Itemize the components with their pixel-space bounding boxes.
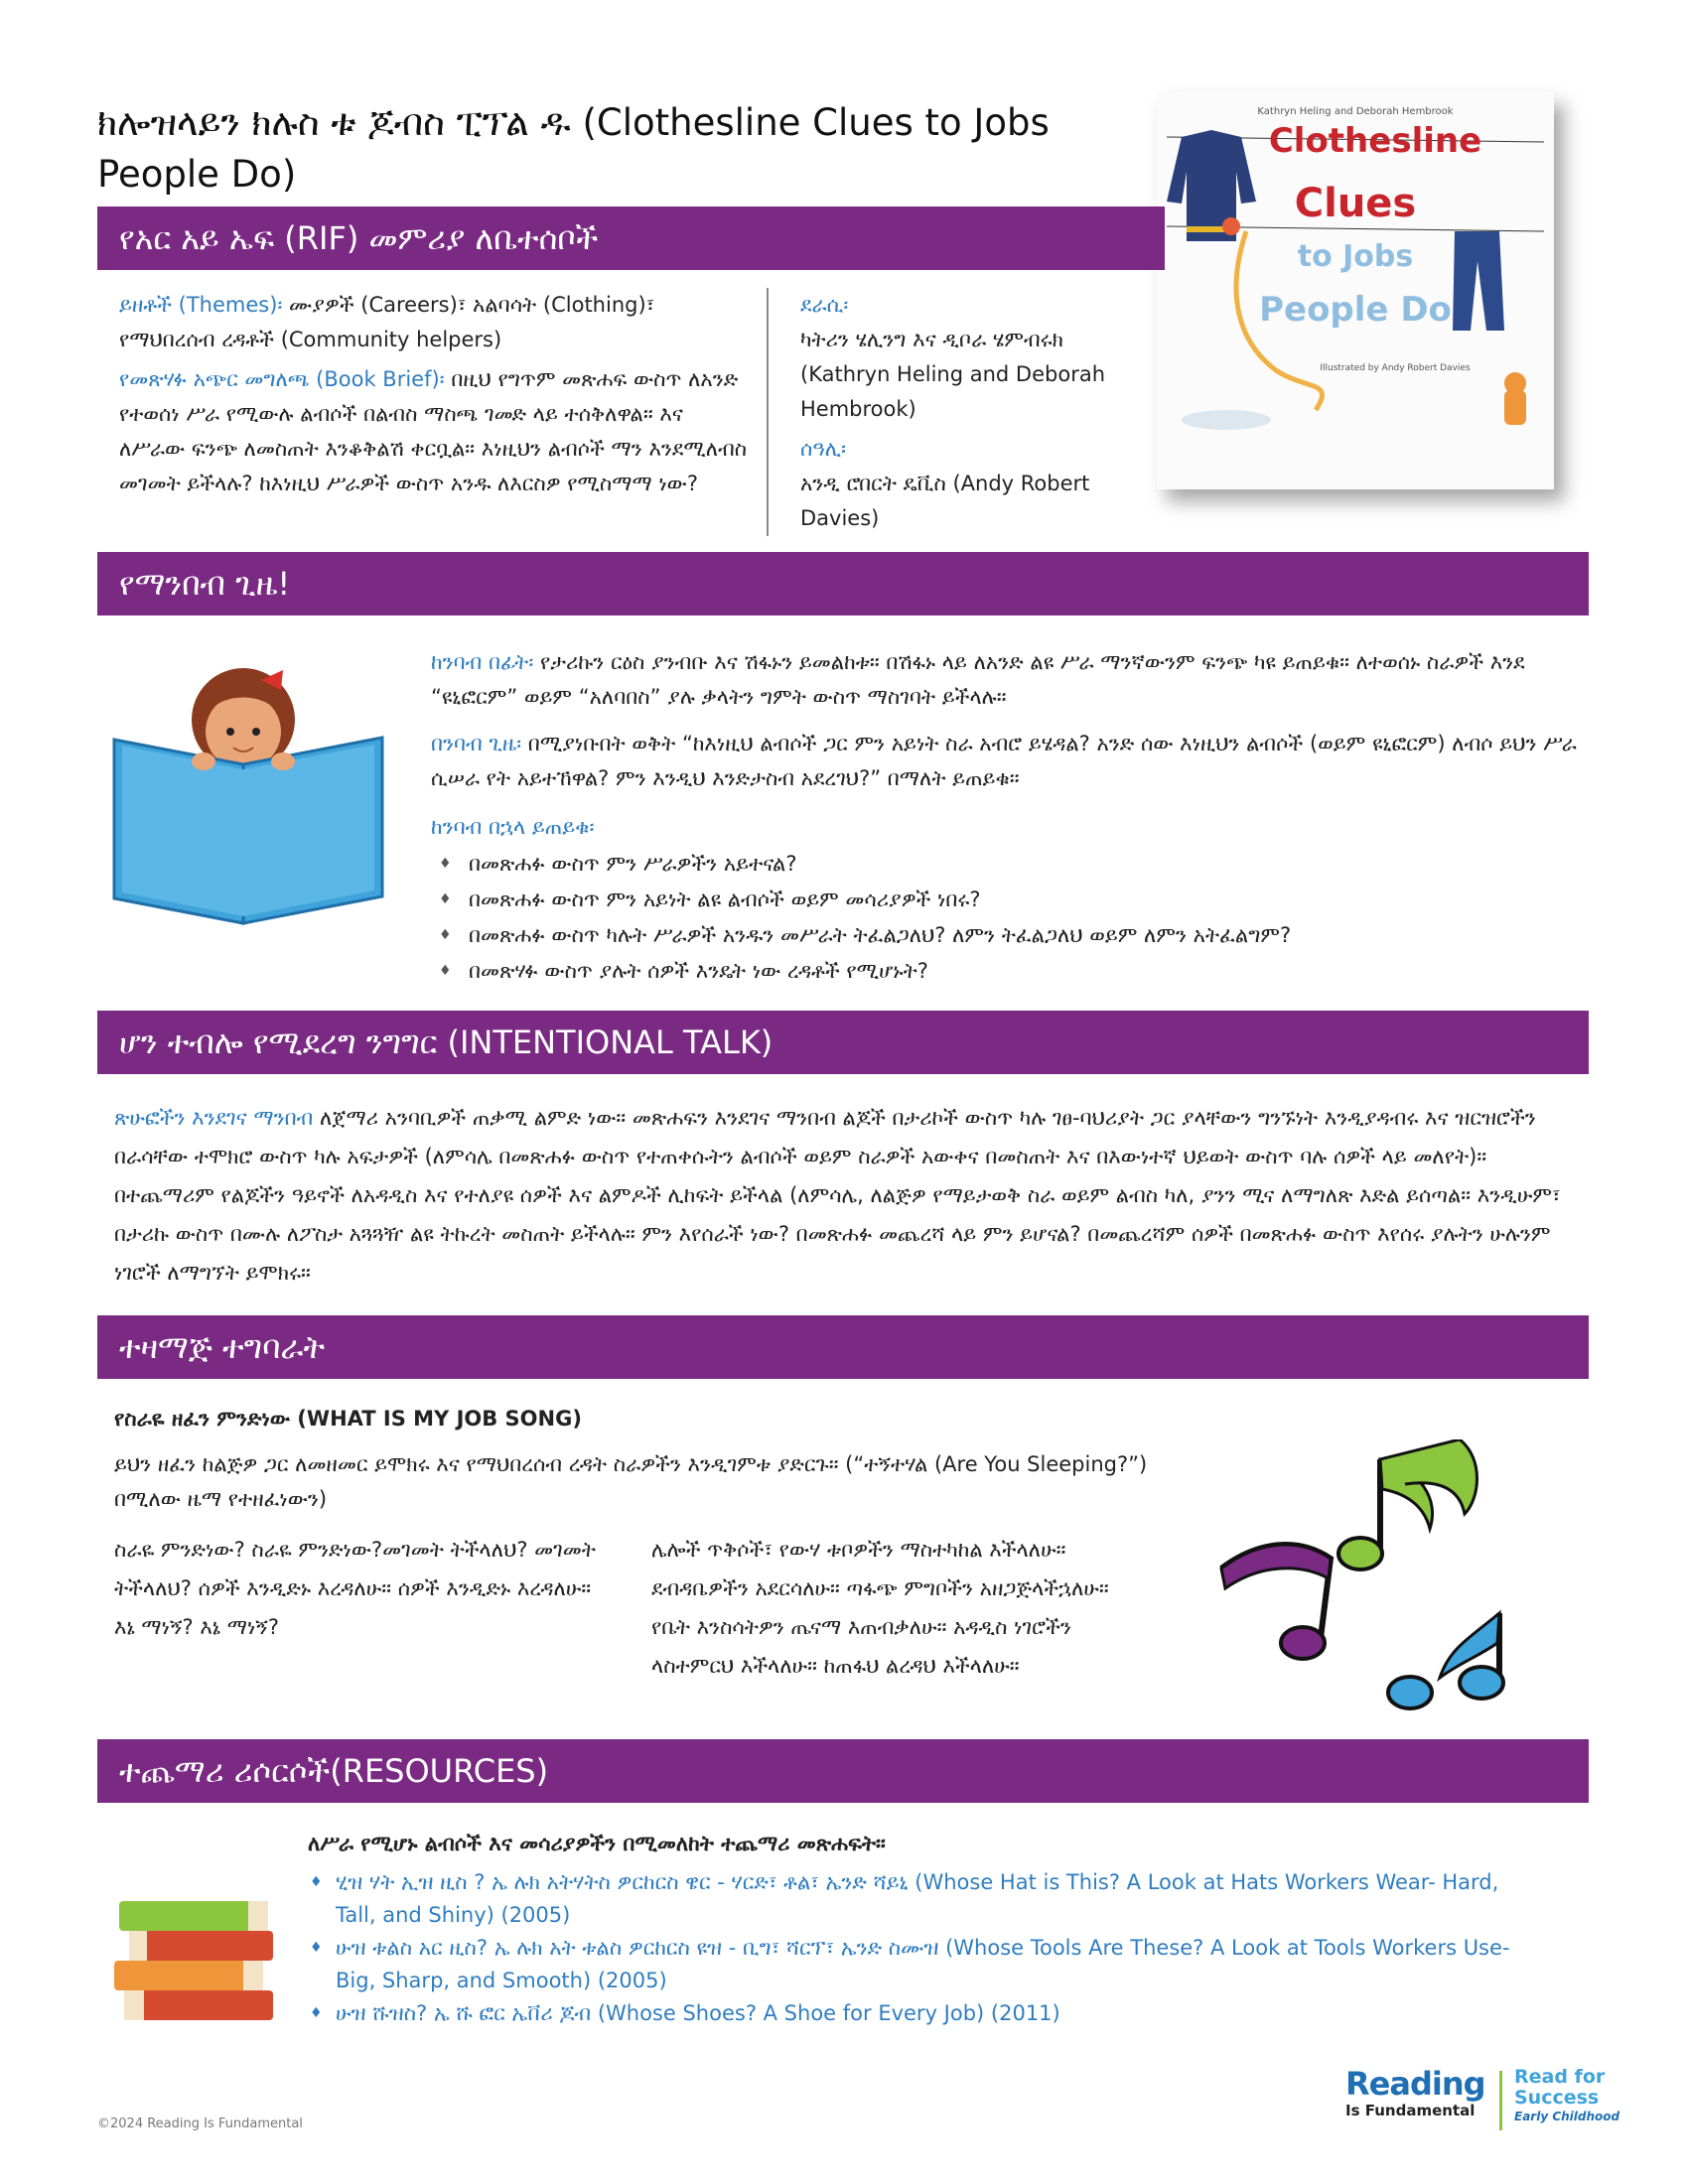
cover-title-3: to Jobs xyxy=(1297,239,1414,274)
illustrator-label: ሰዓሊ፡ xyxy=(800,437,846,461)
song-verse-left: ስራዬ ምንድነው? ስራዬ ምንድነው?መገመት ትችላለህ? መገመት ትችላለህ? ሰዎች እንዲድኑ እረዳለሁ። ሰዎች እንዲድኑ እረዳለሁ። እኔ ማነኝ? እኔ ማነኝ? xyxy=(114,1538,596,1639)
book-stack-image xyxy=(104,1881,283,2030)
before-reading-text: የታሪኩን ርዕስ ያንብቡ እና ሽፋኑን ይመልከቱ። በሽፋኑ ላይ ለአንድ ልዩ ሥራ ማንኛውንም ፍንጭ ካዩ ይጠይቁ። ለተወሰኑ ስራዎች እንደ “ዩኒፎርም” ወይም “አለባበስ” ያሉ ቃላትን ግምት ውስጥ ማስገባት ይችላሉ። xyxy=(431,650,1525,709)
music-notes-image xyxy=(1211,1439,1539,1717)
during-reading-label: በንባብ ጊዜ፡ xyxy=(431,732,522,755)
song-verse-right: ሌሎች ጥቅሶች፣ የውሃ ቱቦዎችን ማስተካከል እችላለሁ። ደብዳቤዎችን አደርሳለሁ። ጣፋጭ ምግቦችን አዘጋጅላችኋለሁ። የቤት እንስሳትዎን ጤናማ እጠብቃለሁ። አዳዲስ ነገሮችን ላስተምርህ እችላለሁ። ከጠፋህ ልረዳህ እችላለሁ። xyxy=(651,1538,1109,1678)
book-brief-paragraph xyxy=(119,362,755,501)
resources-intro: ለሥራ የሚሆኑ ልብሶች እና መሳሪያዎችን በሚመለከት ተጨማሪ መጽሐፍት። xyxy=(308,1832,886,1855)
rfs-logo-line1: Read for xyxy=(1514,2066,1606,2088)
after-reading-questions xyxy=(431,846,1589,989)
rif-logo-line2: Is Fundamental xyxy=(1345,2102,1476,2119)
resource-book-link[interactable]: ♦ ሁዝ ሹዝስ? ኤ ሹ ፎር ኤቨሪ ጆብ (Whose Shoes? A Shoe for Every Job) (2011) xyxy=(308,1997,1519,2030)
question-item: ♦ በመጽሃፉ ውስጥ ያሉት ሰዎች እንዴት ነው ረዳቶች የሚሆኑት? xyxy=(431,953,1589,989)
author-text: ካትሪን ሄሊንግ እና ዲቦራ ሄምብሩክ (Kathryn Heling and Deborah Hembrook) xyxy=(800,328,1106,421)
resource-book-link[interactable]: ♦ ሂዝ ሃት ኢዝ ዚስ ? ኤ ሉክ አትሃትስ ዎርከርስ ዌር - ሃርድ፣ ቶል፣ ኤንድ ሻይኒ (Whose Hat is This? A Look at Hats Workers Wear- Hard, Tall, and Shiny) (2005) xyxy=(308,1866,1519,1932)
column-divider xyxy=(767,288,769,536)
illustrator-text: አንዲ ሮበርት ዴቪስ (Andy Robert Davies) xyxy=(800,472,1090,530)
section-reading-time-heading: የማንበብ ጊዜ! xyxy=(97,552,1589,615)
themes-label: ይዘቶች (Themes)፡ xyxy=(119,293,283,317)
rereading-label: ጽሁፎችን እንደገና ማንበብ xyxy=(114,1106,314,1130)
logo-divider xyxy=(1499,2071,1502,2130)
read-for-success-logo xyxy=(1514,2067,1633,2136)
rfs-logo-line3: Early Childhood xyxy=(1514,2110,1620,2123)
resource-book-link[interactable]: ♦ ሁዝ ቱልስ አር ዚስ? ኤ ሉክ አት ቱልስ ዎርከርስ ዩዝ - ቢግ፣ ሻርፕ፣ ኤንድ ስሙዝ (Whose Tools Are These? A Look at Tools Workers Use- Big, Sharp, and Smooth) (2005) xyxy=(308,1932,1519,1997)
song-intro: ይህን ዘፈን ከልጅዎ ጋር ለመዘመር ይሞክሩ እና የማህበረሰብ ረዳት ስራዎችን እንዲገምቱ ያድርጉ። (“ተኝተሃል (Are You Sleeping?”) በሚለው ዜማ የተዘፈነውን) xyxy=(114,1452,1148,1511)
section-intentional-talk-heading: ሆን ተብሎ የሚደረግ ንግግር (INTENTIONAL TALK) xyxy=(97,1011,1589,1074)
book-cover-image xyxy=(1157,92,1554,489)
cover-title-4: People Do xyxy=(1259,290,1452,330)
girl-reading-book-image xyxy=(94,650,412,938)
author-label: ደራሲ፡ xyxy=(800,293,849,317)
question-item: ♦ በመጽሐፉ ውስጥ ምን ሥራዎችን አይተናል? xyxy=(431,846,1589,882)
intentional-talk-paragraph xyxy=(114,1099,1589,1293)
before-reading-paragraph xyxy=(431,645,1589,715)
illustrator-block xyxy=(800,432,1158,536)
section-rif-guide-heading: የአር አይ ኤፍ (RIF) መምሪያ ለቤተሰቦች xyxy=(97,206,1165,270)
section-activity-heading: ተዛማጅ ተግባራት xyxy=(97,1315,1589,1379)
during-reading-text: በሚያነቡበት ወቅት “ከእነዚህ ልብሶች ጋር ምን አይነት ስራ አብሮ ይሄዳል? አንድ ሰው እነዚህን ልብሶች (ወይም ዩኒፎርም) ለብሶ ይህን ሥራ ሲሠራ የት አይተኸዋል? ምን እንዲህ እንድታስብ አደረገህ?” በማለት ይጠይቁ። xyxy=(431,732,1577,790)
book-brief-label: የመጽሃፉ አጭር መግለጫ (Book Brief)፡ xyxy=(119,367,445,391)
cover-illustrator: Illustrated by Andy Robert Davies xyxy=(1320,363,1471,373)
after-reading-label: ከንባብ በኋላ ይጠይቁ፡ xyxy=(431,815,595,839)
during-reading-paragraph xyxy=(431,727,1589,796)
themes-text: ሙያዎች (Careers)፣ አልባሳት (Clothing)፣ የማህበረሰብ ረዳቶች (Community helpers) xyxy=(119,293,655,351)
cover-authors: Kathryn Heling and Deborah Hembrook xyxy=(1257,106,1454,117)
intentional-talk-text: ለጀማሪ አንባቢዎች ጠቃሚ ልምድ ነው። መጽሐፍን እንደገና ማንበብ ልጆች በታሪኮች ውስጥ ካሉ ገፀ-ባህሪያት ጋር ያላቸውን ግንኙነት እንዲያዳብሩ እና ዝርዝሮችን በራሳቸው ተሞክሮ ውስጥ ካሉ አፍታዎች (ለምሳሌ በመጽሐፉ ውስጥ የተጠቀሱትን ልብሶች ወይም ስራዎች አውቀና በመስጠት እና በእውነተኛ ህይወት ውስጥ ባሉ ሰዎች ላይ መለየት)። በተጨማሪም የልጆችን ዓይኖች ለአዳዲስ እና የተለያዩ ሰዎች እና ልምዶች ሊከፍት ይችላል (ለምሳሌ, ለልጅዎ የማይታወቅ ስራ ወይም ልብስ ካለ, ያንን ሚና ለማግለጽ እድል ይሰጣል። እንዲሁም፣ በታሪኩ ውስጥ በሙሉ ለፖስታ አጓጓዥ ልዩ ትኩረት መስጠት ይችላሉ። ምን እየሰራች ነው? በመጽሐፉ መጨረሻ ላይ ምን ይሆናል? በመጨረሻም ሰዎች በመጽሐፉ ውስጥ እየሰሩ ያሉትን ሁሉንም ነገሮች ለማግኘት ይሞክሩ። xyxy=(114,1106,1561,1285)
themes-paragraph xyxy=(119,288,755,357)
rif-logo-line1: Reading xyxy=(1345,2065,1485,2103)
page-title: ክሎዝላይን ክሉስ ቱ ጆብስ ፒፕል ዱ (Clothesline Clues to Jobs People Do) xyxy=(97,101,1050,196)
song-title: የስራዬ ዘፈን ምንድነው (WHAT IS MY JOB SONG) xyxy=(114,1407,582,1431)
cover-title-2: Clues xyxy=(1294,181,1417,226)
before-reading-label: ከንባብ በፊት፡ xyxy=(431,650,534,674)
question-item: ♦ በመጽሐፉ ውስጥ ካሉት ሥራዎች አንዱን መሥራት ትፈልጋለህ? ለምን ትፈልጋለህ ወይም ለምን አትፈልግም? xyxy=(431,917,1589,953)
reading-is-fundamental-logo xyxy=(1345,2067,1504,2136)
book-cover-illustration xyxy=(1157,92,1554,489)
book-brief-text: በዚህ የግጥም መጽሐፍ ውስጥ ለአንድ የተወሰነ ሥራ የሚውሉ ልብሶች በልብስ ማስጫ ገመድ ላይ ተሰቅለዋል። እና ለሥራው ፍንጭ ለመስጠት እንቆቅልሽ ቀርቧል። እነዚህን ልብሶች ማን እንደሚለብስ መገመት ይችላሉ? ከእነዚህ ሥራዎች ውስጥ አንዱ ለእርስዎ የሚስማማ ነው? xyxy=(119,367,748,495)
section-resources-heading: ተጨማሪ ሪሶርሶች(RESOURCES) xyxy=(97,1739,1589,1803)
resources-list xyxy=(308,1866,1519,2030)
copyright-text: ©2024 Reading Is Fundamental xyxy=(97,2116,303,2131)
author-block xyxy=(800,288,1158,427)
rfs-logo-line2: Success xyxy=(1514,2087,1600,2109)
question-item: ♦ በመጽሐፉ ውስጥ ምን አይነት ልዩ ልብሶች ወይም መሳሪያዎች ነበሩ? xyxy=(431,882,1589,917)
cover-title-1: Clothesline xyxy=(1268,121,1482,161)
